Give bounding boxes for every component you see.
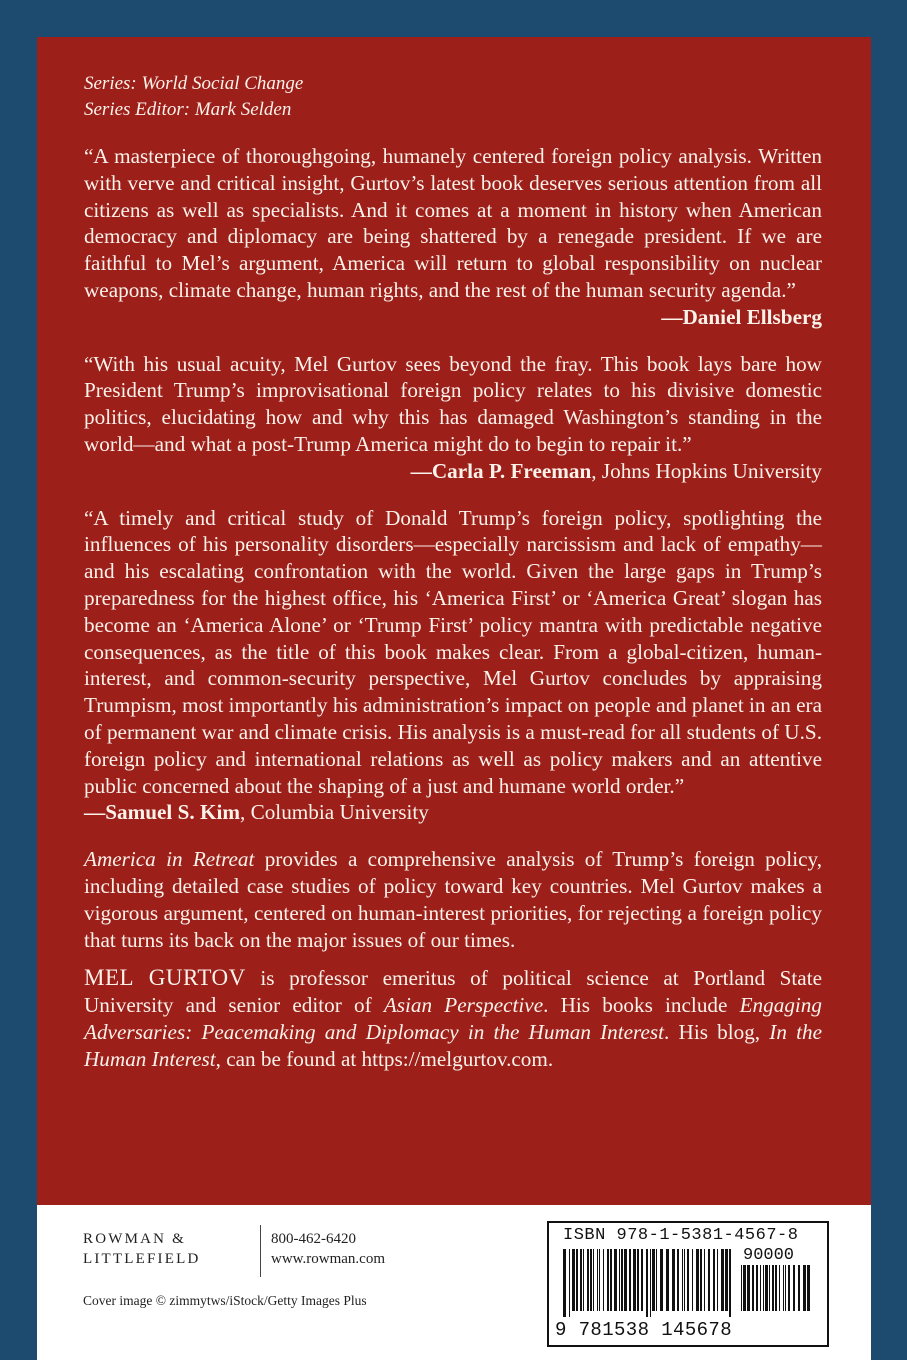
bio-text: is professor emeritus of political science at Portland State University and senior editor of [84, 966, 822, 1018]
barcode-bar [741, 1265, 742, 1311]
cover-credit: Cover image © zimmytws/iStock/Getty Images Plus [83, 1293, 367, 1308]
barcode-bar [783, 1265, 784, 1311]
barcode-addon-bars [741, 1265, 813, 1317]
barcode-bar [717, 1249, 718, 1311]
barcode-bar [692, 1249, 693, 1311]
barcode-bar [775, 1265, 777, 1311]
bio-text: . His blog, [664, 1019, 770, 1044]
blog-title: In the Human Interest [84, 1019, 822, 1071]
barcode-bar [793, 1265, 795, 1311]
publisher-logo [83, 1229, 263, 1269]
barcode-bar [569, 1249, 570, 1317]
barcode-bar [619, 1249, 620, 1311]
blurb-attribution [661, 304, 822, 331]
publisher-contact [271, 1229, 385, 1269]
isbn-barcode [547, 1221, 829, 1347]
barcode-bar [760, 1265, 761, 1311]
publisher-line1: ROWMAN & [83, 1231, 187, 1247]
barcode-bar [752, 1265, 754, 1311]
barcode-bar [563, 1249, 566, 1317]
barcode-bar [769, 1265, 770, 1311]
blurb-author: —Samuel S. Kim [84, 800, 240, 825]
bio-text: . His books include [543, 993, 740, 1018]
barcode-bar [700, 1249, 702, 1311]
blurb-affiliation: , Johns Hopkins University [591, 458, 822, 483]
barcode-bar [682, 1249, 683, 1311]
publisher-phone: 800-462-6420 [271, 1231, 356, 1247]
barcode-bar [684, 1249, 685, 1311]
blurb-author: —Carla P. Freeman [410, 458, 592, 483]
barcode-bars [563, 1249, 735, 1317]
barcode-bar [704, 1249, 705, 1311]
barcode-bar [652, 1249, 655, 1311]
barcode-bar [572, 1249, 575, 1311]
barcode-bar [763, 1265, 764, 1311]
barcode-bar [785, 1265, 786, 1311]
barcode-bar [603, 1249, 604, 1311]
barcode-bar [610, 1249, 612, 1311]
barcode-bar [587, 1249, 589, 1311]
barcode-bar [756, 1265, 758, 1311]
barcode-bar [743, 1265, 746, 1311]
series-info [84, 71, 822, 123]
blurb-text: “A masterpiece of thoroughgoing, humanely centered foreign policy analysis. Written with verve and critical insight, Gurtov’s latest book deserves serious attention from all citizens as well as specialists. And it comes at a moment in history when American democracy and diplomacy are being shattered by a renegade president. If we are faithful to Mel’s argument, America will return to global responsibility on nuclear weapons, climate change, human rights, and the rest of the human security agenda.” [84, 144, 822, 302]
blurb-author: —Daniel Ellsberg [661, 304, 822, 329]
barcode-bar [798, 1265, 800, 1311]
barcode-addon-number: 90000 [743, 1246, 795, 1265]
barcode-bar [677, 1249, 679, 1311]
barcode-bar [650, 1249, 651, 1317]
barcode-bar [672, 1249, 675, 1311]
barcode-bar [747, 1265, 750, 1311]
author-name: MEL GURTOV [84, 965, 246, 991]
barcode-bar [708, 1249, 710, 1311]
barcode-bar [713, 1249, 715, 1311]
blurb-kim [84, 505, 822, 827]
series-name: Series: World Social Change [84, 73, 304, 94]
barcode-bar [599, 1249, 600, 1311]
barcode-bar [696, 1249, 699, 1311]
barcode-bar [641, 1249, 643, 1311]
barcode-bar [772, 1265, 774, 1311]
barcode-bar [660, 1249, 663, 1311]
barcode-bar [621, 1249, 623, 1311]
barcode-bar [593, 1249, 594, 1311]
barcode-bar [629, 1249, 631, 1311]
barcode-bar [633, 1249, 636, 1311]
barcode-number: 9 781538 145678 [555, 1319, 733, 1341]
footer-divider [260, 1225, 261, 1277]
barcode-bar [614, 1249, 617, 1311]
barcode-bar [590, 1249, 592, 1311]
barcode-bar [807, 1265, 810, 1311]
book-reference: Engaging Adversaries: Peacemaking and Diplomacy in the Human Interest [84, 993, 822, 1044]
author-bio [84, 965, 822, 1072]
barcode-bar [583, 1249, 584, 1311]
barcode-bar [646, 1249, 648, 1317]
series-editor: Series Editor: Mark Selden [84, 99, 292, 120]
book-description [84, 846, 822, 953]
publisher-line2: LITTLEFIELD [83, 1251, 201, 1267]
blurb-ellsberg [84, 143, 822, 331]
barcode-bar [721, 1249, 724, 1311]
barcode-bar [597, 1249, 598, 1311]
footer-band [37, 1205, 871, 1360]
journal-title: Asian Perspective [383, 993, 544, 1018]
barcode-bar [687, 1249, 689, 1311]
barcode-bar [765, 1265, 768, 1311]
barcode-bar [803, 1265, 806, 1311]
barcode-bar [637, 1249, 639, 1311]
barcode-bar [607, 1249, 609, 1311]
blurb-attribution [84, 799, 822, 826]
barcode-bar [666, 1249, 669, 1311]
back-cover-panel [37, 37, 871, 1360]
description-text: provides a comprehensive analysis of Trump’s foreign policy, including detailed case studies of policy toward key countries. Mel Gurtov makes a vigorous argument, centered on human-interest priorities, for rejecting a foreign policy that turns its back on the major issues of our times. [84, 847, 822, 952]
barcode-bar [656, 1249, 657, 1311]
publisher-website: www.rowman.com [271, 1251, 386, 1267]
blurb-text: “With his usual acuity, Mel Gurtov sees beyond the fray. This book lays bare how President Trump’s improvisational foreign policy relates to his divisive domestic politics, elucidating how and why this has damaged Washington’s standing in the world—and what a post-Trump America might do to begin to repair it.” [84, 351, 822, 456]
barcode-bar [624, 1249, 627, 1311]
barcode-bar [729, 1249, 731, 1317]
barcode-bar [580, 1249, 582, 1311]
isbn-label: ISBN 978-1-5381-4567-8 [563, 1226, 799, 1245]
cover-text [84, 71, 822, 1073]
bio-text: , can be found at https://melgurtov.com. [215, 1046, 554, 1071]
barcode-bar [779, 1265, 780, 1311]
book-title: America in Retreat [84, 847, 255, 872]
blurb-attribution [411, 458, 822, 485]
barcode-bar [725, 1249, 728, 1311]
barcode-bar [788, 1265, 790, 1311]
barcode-bar [576, 1249, 578, 1311]
blurb-affiliation: , Columbia University [239, 800, 429, 825]
blurb-freeman [84, 351, 822, 485]
blurb-text: “A timely and critical study of Donald Trump’s foreign policy, spotlighting the influences of his personality disorders—especially narcissism and lack of empathy—and his escalating confrontation with the world. Given the large gaps in Trump’s preparedness for the highest office, his ‘America First’ or ‘America Great’ slogan has become an ‘America Alone’ or ‘Trump First’ policy mantra with predictable negative consequences, as the title of this book makes clear. From a global-citizen, human-interest, and common-security perspective, Mel Gurtov concludes by appraising Trumpism, most importantly his administration’s impact on people and planet in an era of permanent war and climate crisis. His analysis is a must-read for all students of U.S. foreign policy and international relations as well as policy makers and an attentive public concerned about the shaping of a just and humane world order.” [84, 505, 822, 798]
